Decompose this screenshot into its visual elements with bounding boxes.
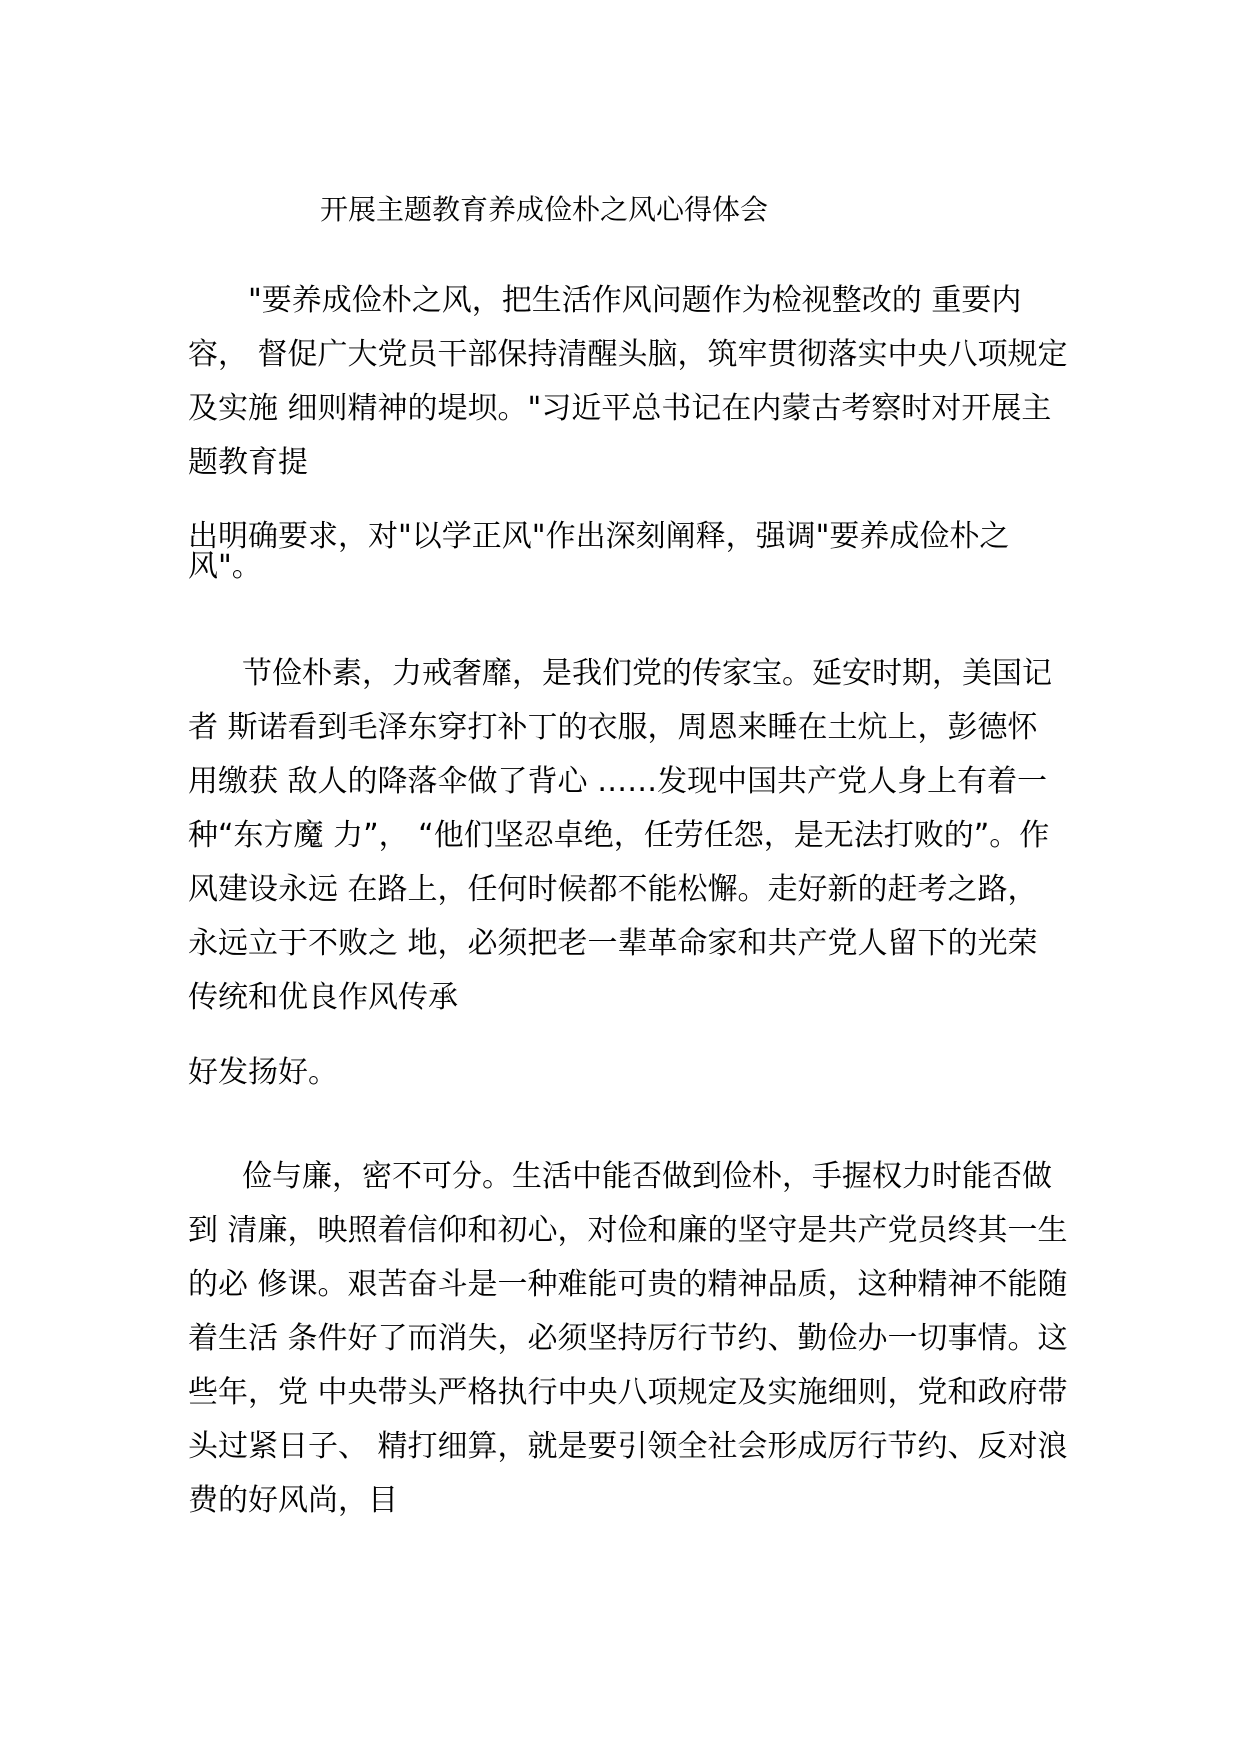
paragraph-2-line-1: 节俭朴素，力戒奢靡，是我们党的传家宝。延安时期，美国记 bbox=[242, 656, 1052, 691]
document-title: 开展主题教育养成俭朴之风心得体会 bbox=[320, 193, 769, 226]
paragraph-1-line-3: 及实施 细则精神的堤坝。"习近平总书记在内蒙古考察时对开展主 bbox=[188, 391, 1052, 426]
paragraph-3-line-5: 些年，党 中央带头严格执行中央八项规定及实施细则，党和政府带 bbox=[188, 1375, 1068, 1410]
paragraph-1-line-6: 风"。 bbox=[188, 549, 262, 584]
paragraph-1-line-1: "要养成俭朴之风，把生活作风问题作为检视整改的 重要内 bbox=[248, 283, 1022, 318]
paragraph-3-line-7: 费的好风尚，目 bbox=[188, 1483, 398, 1518]
paragraph-2-line-8: 好发扬好。 bbox=[188, 1055, 338, 1090]
paragraph-1-line-4: 题教育提 bbox=[188, 445, 308, 480]
paragraph-2-line-5: 风建设永远 在路上，任何时候都不能松懈。走好新的赶考之路， bbox=[188, 872, 1038, 907]
paragraph-2-line-4: 种“东方魔 力”， “他们坚忍卓绝，任劳任怨，是无法打败的”。作 bbox=[188, 818, 1050, 853]
paragraph-2-line-3: 用缴获 敌人的降落伞做了背心 ……发现中国共产党人身上有着一 bbox=[188, 764, 1048, 799]
paragraph-3-line-4: 着生活 条件好了而消失，必须坚持厉行节约、勤俭办一切事情。这 bbox=[188, 1321, 1068, 1356]
paragraph-2-line-7: 传统和优良作风传承 bbox=[188, 980, 458, 1015]
paragraph-3-line-2: 到 清廉，映照着信仰和初心，对俭和廉的坚守是共产党员终其一生 bbox=[188, 1213, 1068, 1248]
paragraph-1-line-2: 容， 督促广大党员干部保持清醒头脑，筑牢贯彻落实中央八项规定 bbox=[188, 337, 1068, 372]
paragraph-3-line-6: 头过紧日子、 精打细算，就是要引领全社会形成厉行节约、反对浪 bbox=[188, 1429, 1068, 1464]
paragraph-3-line-3: 的必 修课。艰苦奋斗是一种难能可贵的精神品质，这种精神不能随 bbox=[188, 1267, 1068, 1302]
paragraph-2-line-6: 永远立于不败之 地，必须把老一辈革命家和共产党人留下的光荣 bbox=[188, 926, 1038, 961]
paragraph-3-line-1: 俭与廉，密不可分。生活中能否做到俭朴，手握权力时能否做 bbox=[242, 1159, 1052, 1194]
paragraph-1-line-5: 出明确要求，对"以学正风"作出深刻阐释，强调"要养成俭朴之 bbox=[188, 519, 1010, 554]
paragraph-2-line-2: 者 斯诺看到毛泽东穿打补丁的衣服，周恩来睡在土炕上，彭德怀 bbox=[188, 710, 1038, 745]
